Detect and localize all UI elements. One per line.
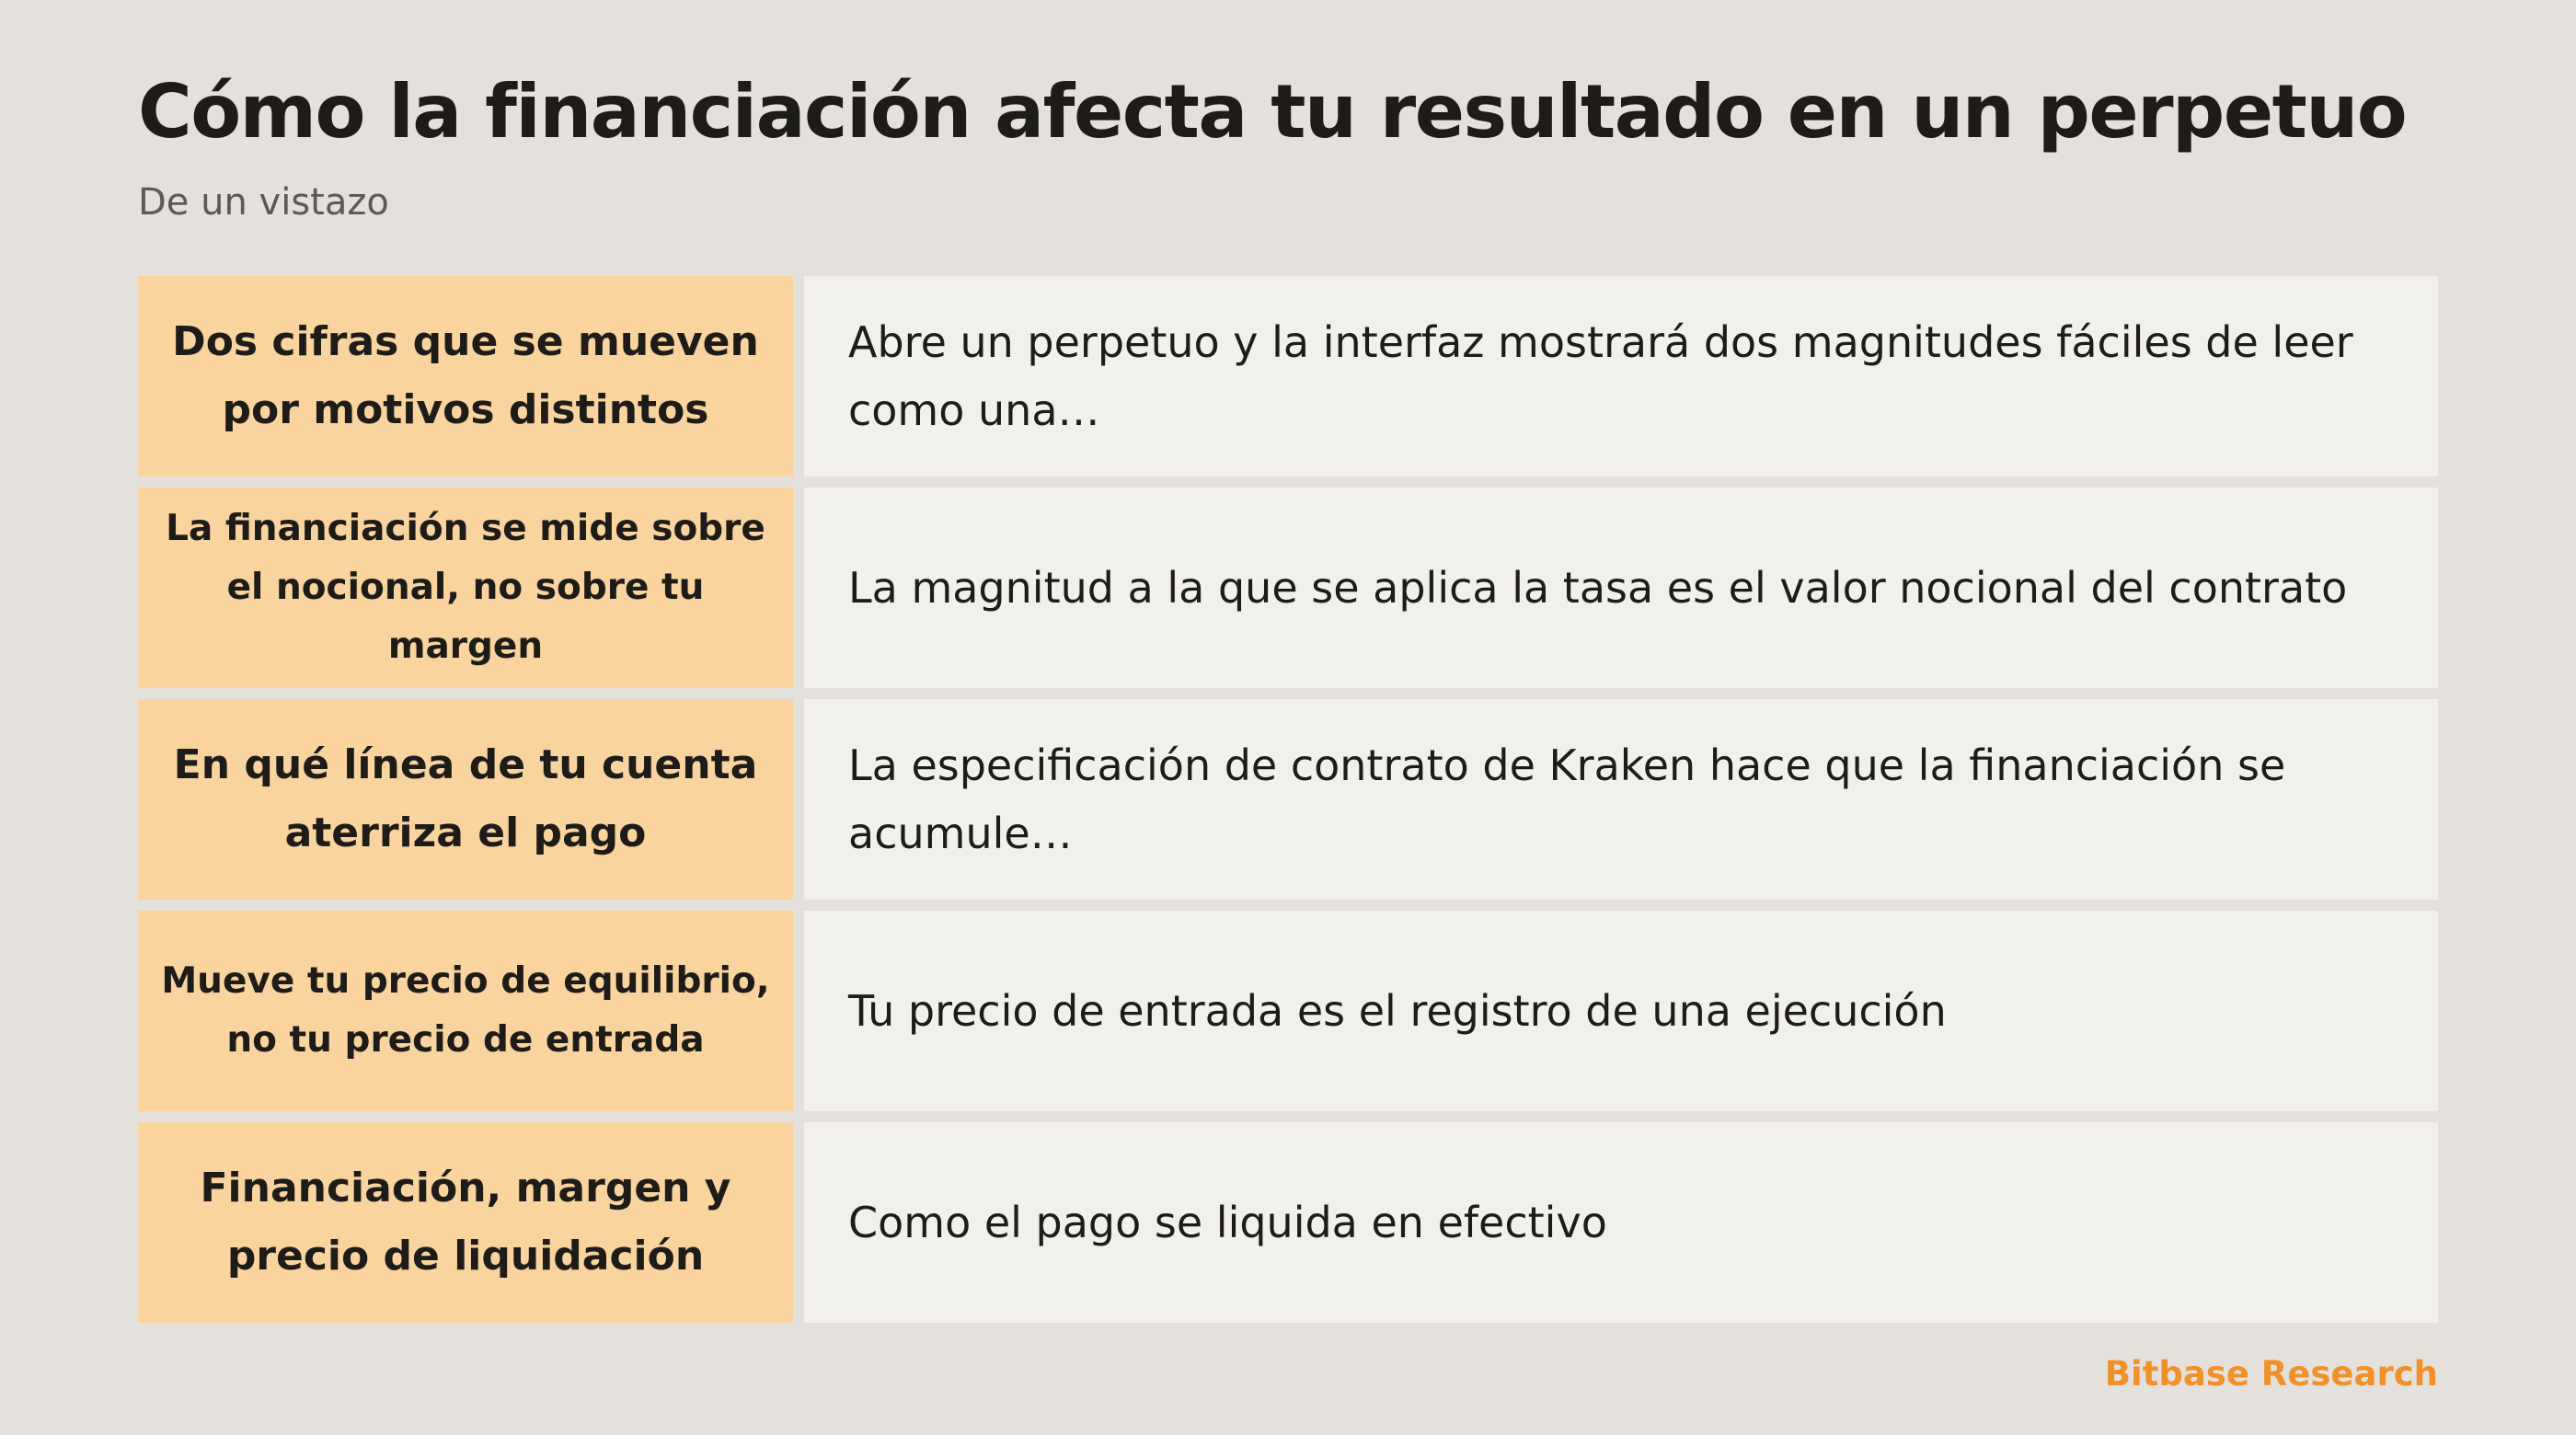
table-row (138, 276, 2438, 476)
page-title: Cómo la financiación afecta tu resultado en un perpetuo (138, 69, 2407, 155)
row-label: La financiación se mide sobre el nocional, no sobre tu margen (138, 488, 793, 688)
row-label: Mueve tu precio de equilibrio, no tu precio de entrada (138, 911, 793, 1111)
row-text: La magnitud a la que se aplica la tasa es el valor nocional del contrato (804, 488, 2438, 688)
table-row (138, 1122, 2438, 1323)
table-row (138, 699, 2438, 900)
page-subtitle: De un vistazo (138, 181, 389, 224)
page (138, 0, 2438, 1435)
table-row (138, 488, 2438, 688)
brand-footer: Bitbase Research (2104, 1354, 2438, 1394)
row-label: Financiación, margen y precio de liquidación (138, 1122, 793, 1323)
summary-table (138, 276, 2438, 1323)
row-label: Dos cifras que se mueven por motivos distintos (138, 276, 793, 476)
row-label: En qué línea de tu cuenta aterriza el pago (138, 699, 793, 900)
row-text: La especificación de contrato de Kraken hace que la financiación se acumule… (804, 699, 2438, 900)
row-text: Tu precio de entrada es el registro de una ejecución (804, 911, 2438, 1111)
table-row (138, 911, 2438, 1111)
row-text: Abre un perpetuo y la interfaz mostrará dos magnitudes fáciles de leer como una… (804, 276, 2438, 476)
row-text: Como el pago se liquida en efectivo (804, 1122, 2438, 1323)
